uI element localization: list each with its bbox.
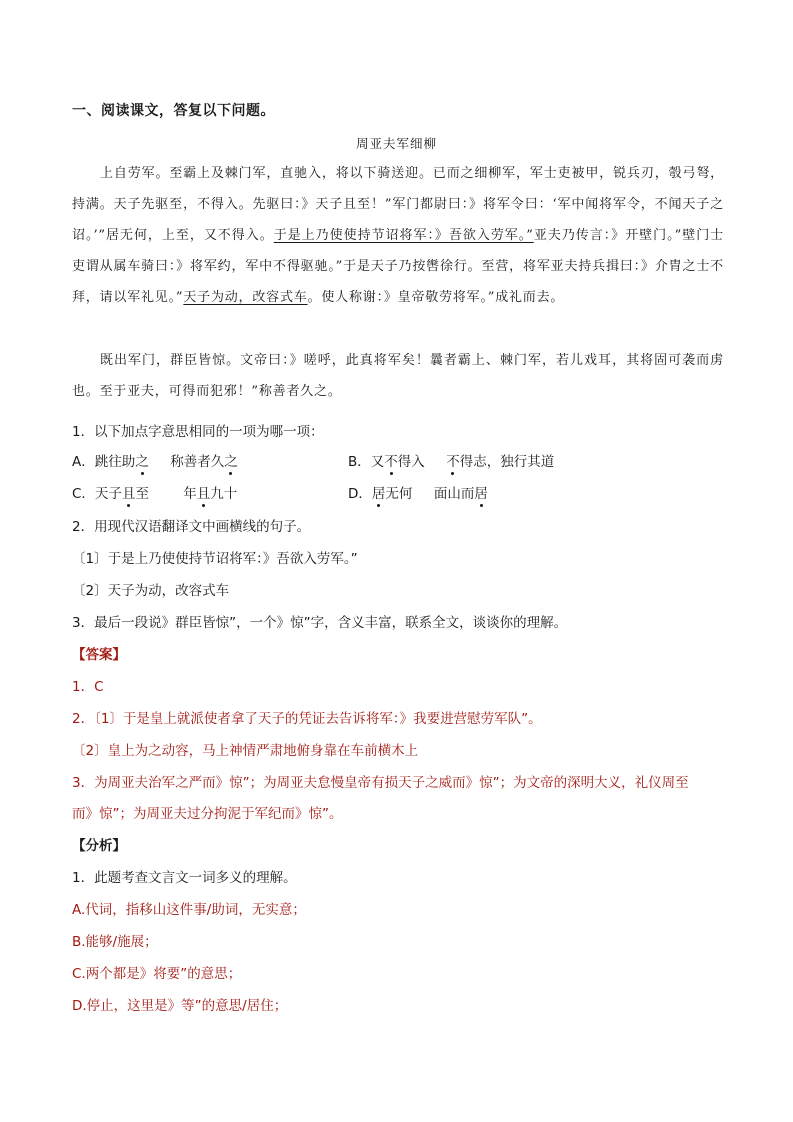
question-2-stem: 2．用现代汉语翻译文中画横线的句子。	[72, 519, 311, 535]
question-2-sentence-2: 〔2〕天子为动，改容式车	[72, 583, 230, 599]
option-a-dotted-char-2: 之	[224, 454, 238, 470]
option-a-text-1: A．跳往助	[72, 454, 136, 470]
option-c-dotted-char-2: 且	[196, 486, 211, 502]
answer-3-line-2: 而》惊”；为周亚夫过分拘泥于军纪而》惊”。	[72, 806, 343, 822]
question-2-sentence-1: 〔1〕于是上乃使使持节诏将军：》吾欲入劳军。”	[72, 551, 358, 567]
question-1-stem: 1．以下加点字意思相同的一项为哪一项：	[72, 424, 324, 440]
option-d-dotted-char-1: 居	[371, 486, 386, 502]
analysis-option-c: C.两个都是》将要”的意思；	[72, 966, 242, 982]
answer-2-line-1: 2．〔1〕于是皇上就派使者拿了天子的凭证去告诉将军：》我要进营慰劳军队”。	[72, 711, 542, 727]
option-b-text-3: 得志，独行其道	[459, 454, 555, 470]
option-b-text-1: B．又	[348, 454, 385, 470]
question-3-stem: 3．最后一段说》群臣皆惊”，一个》惊”字，含义丰富，联系全文，谈谈你的理解。	[72, 615, 568, 631]
analysis-line-1: 1．此题考查文言文一词多义的理解。	[72, 870, 297, 886]
underlined-sentence-1: 于是上乃使使持节诏将军：》吾欲入劳军。”	[273, 228, 534, 243]
option-a-text-2: 称善者久	[148, 454, 225, 470]
analysis-option-b: B.能够/施展；	[72, 934, 158, 950]
question-1-option-c	[72, 482, 237, 502]
passage-title: 周亚夫军细柳	[355, 136, 437, 151]
option-d-text-2: 无何 面山而	[385, 486, 475, 502]
passage-paragraph-1	[72, 158, 724, 313]
option-c-text-1: C．天子	[72, 486, 122, 502]
passage-p1-text-e: 。使人称谢：》皇帝敬劳将军。”成礼而去。	[307, 290, 565, 305]
question-1-option-b	[348, 450, 554, 470]
passage-paragraph-2: 既出军门，群臣皆惊。文帝曰：》嗟呼，此真将军矣！曩者霸上、棘门军，若儿戏耳，其将固可袭而虏也。至于亚夫，可得而犯邪！”称善者久之。	[72, 353, 724, 399]
option-d-text-1: D．	[348, 486, 372, 502]
option-d-dotted-char-2: 居	[474, 486, 488, 502]
passage-p1-text-c: 亚夫乃传言：》开壁门。”壁门士吏谓从属车骑曰：》将军约，军中不得驱驰。”于是天子乃按辔徐行。至营，将军亚夫持兵揖曰：》介胄之士不拜，请以军礼见。”	[72, 228, 724, 305]
underlined-sentence-2: 天子为动，改容式车	[183, 290, 308, 305]
option-b-dotted-char-1: 不	[384, 454, 398, 470]
option-c-dotted-char-1: 且	[121, 486, 136, 502]
option-a-dotted-char-1: 之	[135, 454, 149, 470]
question-1-option-a	[72, 450, 238, 470]
answer-2-line-2: 〔2〕皇上为之动容，马上神情严肃地俯身靠在车前横木上	[72, 743, 419, 759]
option-b-text-2: 得入	[397, 454, 447, 470]
passage-p1-text-a: 上自劳军。至霸上及棘门军，直驰入，将以下骑送迎。已而之细柳军，军士吏被甲，锐兵刃，彀弓弩，持满。天子先驱至，不得入。先驱曰：》天子且至！”军门都尉曰：》将军令曰：‘军中闻将军令，不闻天子之诏。’”居无何，上至，又不得入。	[72, 166, 724, 243]
option-b-dotted-char-2: 不	[446, 454, 460, 470]
answer-1: 1．C	[72, 679, 104, 695]
analysis-option-d: D.停止，这里是》等”的意思/居住；	[72, 998, 288, 1014]
option-c-text-3: 九十	[210, 486, 238, 502]
section-title: 一、阅读课文，答复以下问题。	[72, 103, 275, 119]
answer-3-line-1: 3．为周亚夫治军之严而》惊”；为周亚夫怠慢皇帝有损天子之威而》惊”；为文帝的深明大义，礼仪周至	[72, 775, 689, 791]
question-1-option-d	[348, 482, 488, 502]
analysis-heading: 【分析】	[72, 838, 126, 854]
analysis-option-a: A.代词，指移山这件事/助词，无实意；	[72, 902, 306, 918]
option-c-text-2: 至 年	[135, 486, 197, 502]
answer-heading: 【答案】	[72, 647, 126, 663]
